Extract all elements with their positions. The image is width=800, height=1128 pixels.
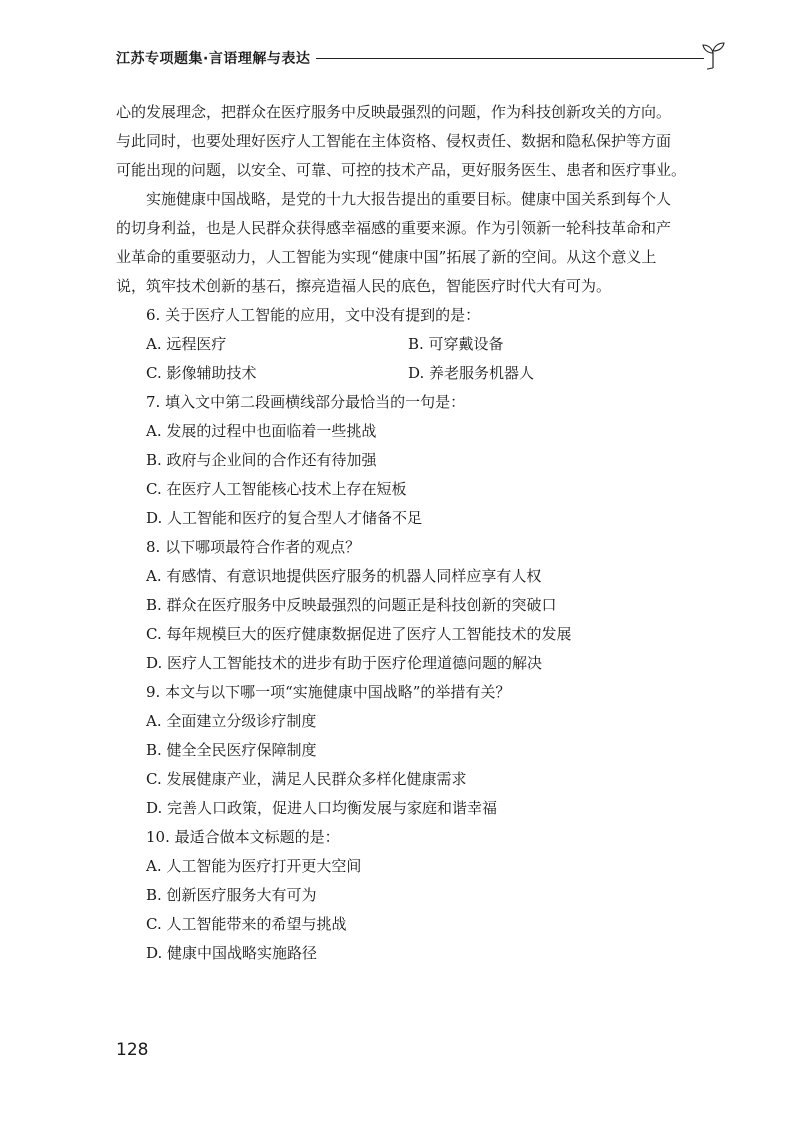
option-a: A. 远程医疗 — [146, 335, 227, 353]
option-d: D. 健康中国战略实施路径 — [146, 944, 318, 962]
question-7 — [116, 388, 720, 533]
option-a: A. 人工智能为医疗打开更大空间 — [146, 857, 362, 875]
option-c: C. 每年规模巨大的医疗健康数据促进了医疗人工智能技术的发展 — [146, 625, 572, 643]
question-10 — [116, 823, 720, 968]
question-stem: 6. 关于医疗人工智能的应用，文中没有提到的是： — [146, 306, 481, 324]
option-c: C. 影像辅助技术 — [146, 364, 257, 382]
option-row — [116, 359, 720, 388]
option-b: B. 创新医疗服务大有可为 — [146, 886, 317, 904]
option-b: B. 群众在医疗服务中反映最强烈的问题正是科技创新的突破口 — [146, 596, 557, 614]
question-8 — [116, 533, 720, 678]
page-number: 128 — [116, 1040, 149, 1060]
main-content — [116, 98, 720, 968]
option-d: D. 完善人口政策，促进人口均衡发展与家庭和谐幸福 — [146, 799, 498, 817]
header-rule — [316, 58, 704, 59]
text-line: 与此同时，也要处理好医疗人工智能在主体资格、侵权责任、数据和隐私保护等方面 — [116, 132, 672, 150]
option-b: B. 健全全民医疗保障制度 — [146, 741, 317, 759]
option-d: D. 养老服务机器人 — [408, 364, 535, 382]
passage-paragraph-1 — [116, 98, 720, 185]
option-a: A. 有感情、有意识地提供医疗服务的机器人同样应享有人权 — [146, 567, 542, 585]
running-header — [116, 40, 726, 72]
text-line: 可能出现的问题，以安全、可靠、可控的技术产品，更好服务医生、患者和医疗事业。 — [116, 161, 687, 179]
option-a: A. 发展的过程中也面临着一些挑战 — [146, 422, 377, 440]
option-row — [116, 330, 720, 359]
option-c: C. 发展健康产业，满足人民群众多样化健康需求 — [146, 770, 467, 788]
question-stem: 7. 填入文中第二段画横线部分最恰当的一句是： — [146, 393, 466, 411]
question-stem: 9. 本文与以下哪一项“实施健康中国战略”的举措有关？ — [146, 683, 511, 701]
option-c: C. 在医疗人工智能核心技术上存在短板 — [146, 480, 407, 498]
sprout-icon — [700, 40, 726, 70]
question-9 — [116, 678, 720, 823]
header-title: 江苏专项题集·言语理解与表达 — [116, 51, 311, 67]
text-line: 实施健康中国战略，是党的十九大报告提出的重要目标。健康中国关系到每个人 — [146, 190, 672, 208]
text-line: 业革命的重要驱动力，人工智能为实现“健康中国”拓展了新的空间。从这个意义上 — [116, 248, 657, 266]
option-d: D. 人工智能和医疗的复合型人才储备不足 — [146, 509, 423, 527]
text-line: 的切身利益，也是人民群众获得感幸福感的重要来源。作为引领新一轮科技革命和产 — [116, 219, 672, 237]
question-stem: 8. 以下哪项最符合作者的观点？ — [146, 538, 361, 556]
option-c: C. 人工智能带来的希望与挑战 — [146, 915, 347, 933]
question-stem: 10. 最适合做本文标题的是： — [146, 828, 340, 846]
option-b: B. 可穿戴设备 — [408, 335, 504, 353]
text-line: 心的发展理念，把群众在医疗服务中反映最强烈的问题，作为科技创新攻关的方向。 — [116, 103, 672, 121]
question-6 — [116, 301, 720, 388]
passage-paragraph-2 — [116, 185, 720, 301]
option-a: A. 全面建立分级诊疗制度 — [146, 712, 317, 730]
option-b: B. 政府与企业间的合作还有待加强 — [146, 451, 377, 469]
option-d: D. 医疗人工智能技术的进步有助于医疗伦理道德问题的解决 — [146, 654, 543, 672]
text-line: 说，筑牢技术创新的基石，擦亮造福人民的底色，智能医疗时代大有可为。 — [116, 277, 612, 295]
